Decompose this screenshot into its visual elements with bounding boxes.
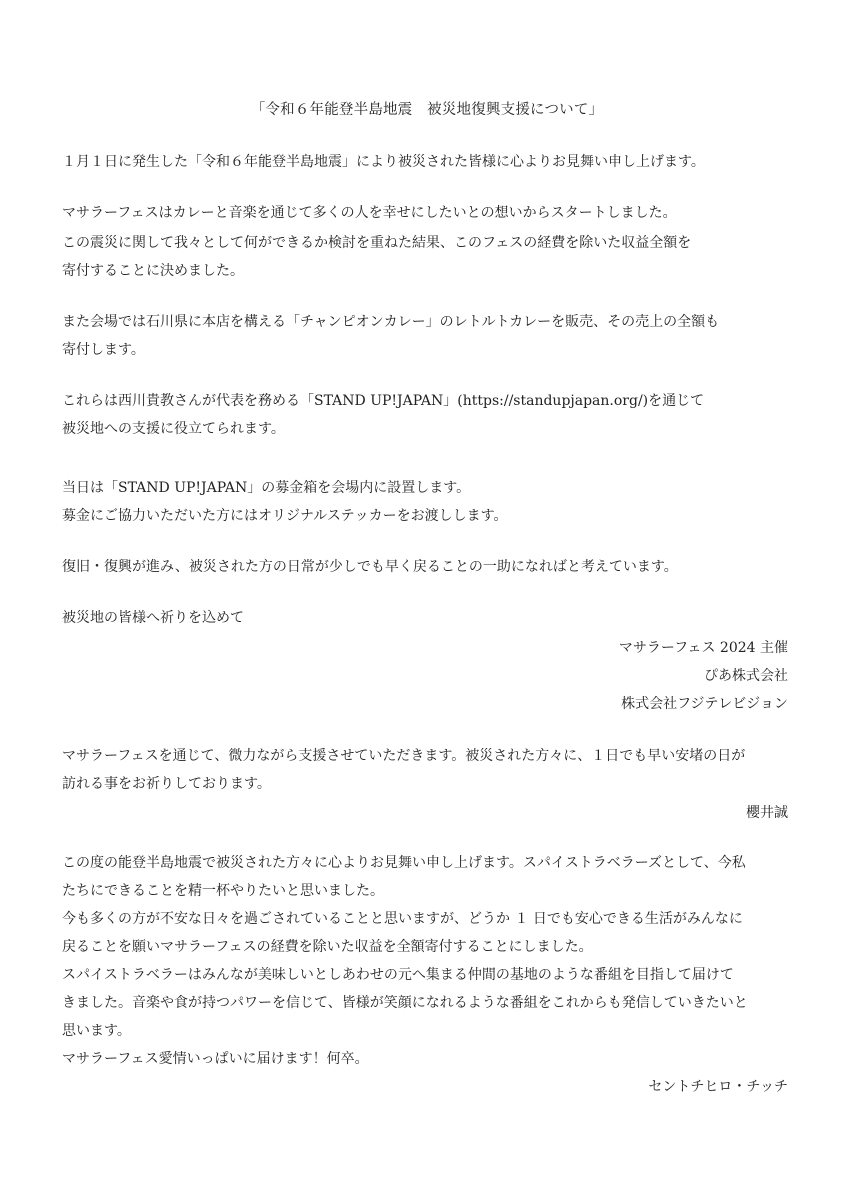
organizer-line-2: ぴあ株式会社 — [704, 668, 788, 684]
message2-line-5: スパイストラベラーはみんなが美味しいとしあわせの元へ集まる仲間の基地のような番組を目指して届けて — [62, 967, 734, 983]
message2-line-8: マサラーフェス愛情いっぱいに届けます！何卒。 — [62, 1051, 369, 1067]
message2-line-7: 思います。 — [62, 1023, 131, 1039]
para4-line-1: 当日は「STAND UP!JAPAN」の募金箱を会場内に設置します。 — [62, 480, 471, 496]
para5-text: 復旧・復興が進み、被災された方の日常が少しでも早く戻ることの一助になればと考えています。 — [62, 559, 678, 575]
para1-line-2: この震災に関して我々として何ができるか検討を重ねた結果、このフェスの経費を除いた収益全額を — [62, 235, 692, 251]
para1-line-1: マサラーフェスはカレーと音楽を通じて多くの人を幸せにしたいとの想いからスタートしました。 — [62, 205, 677, 221]
para2-line-1: また会場では石川県に本店を構える「チャンピオンカレー」のレトルトカレーを販売、その売上の全額も — [62, 314, 720, 330]
closing-text: 被災地の皆様へ祈りを込めて — [62, 610, 244, 626]
organizer-line-1: マサラーフェス 2024 主催 — [618, 640, 788, 656]
para4-line-2: 募金にご協力いただいた方にはオリジナルステッカーをお渡しします。 — [62, 508, 508, 524]
document-title: 「令和６年能登半島地震 被災地復興支援について」 — [250, 102, 604, 118]
para3-line-2: 被災地への支援に役立てられます。 — [62, 421, 285, 437]
message2-line-3: 今も多くの方が不安な日々を過ごされていることと思いますが、どうか １ 日でも安心できる生活がみんなに — [62, 911, 743, 927]
para2-line-2: 寄付します。 — [62, 342, 145, 358]
message2-line-1: この度の能登半島地震で被災された方々に心よりお見舞い申し上げます。スパイストラベラーズとして、今私 — [62, 855, 746, 871]
message2-line-4: 戻ることを願いマサラーフェスの経費を除いた収益を全額寄付することにしました。 — [62, 939, 593, 955]
signature-2: セントチヒロ・チッチ — [648, 1079, 788, 1095]
intro-text: １月１日に発生した「令和６年能登半島地震」により被災された皆様に心よりお見舞い申し上げます。 — [62, 154, 705, 170]
para3-line-1: これらは西川貴教さんが代表を務める「STAND UP!JAPAN」(https://standupjapan.org/)を通じて — [62, 393, 705, 409]
message2-line-2: たちにできることを精一杯やりたいと思いました。 — [62, 883, 384, 899]
para1-line-3: 寄付することに決めました。 — [62, 263, 244, 279]
message2-line-6: きました。音楽や食が持つパワーを信じて、皆様が笑顔になれるような番組をこれからも発信していきたいと — [62, 995, 748, 1011]
signature-1: 櫻井誠 — [746, 805, 788, 821]
organizer-line-3: 株式会社フジテレビジョン — [621, 696, 788, 712]
document-page — [62, 0, 792, 1200]
message1-line-2: 訪れる事をお祈りしております。 — [62, 776, 271, 792]
message1-line-1: マサラーフェスを通じて、微力ながら支援させていただきます。被災された方々に、１日でも早い安堵の日が — [62, 748, 746, 764]
